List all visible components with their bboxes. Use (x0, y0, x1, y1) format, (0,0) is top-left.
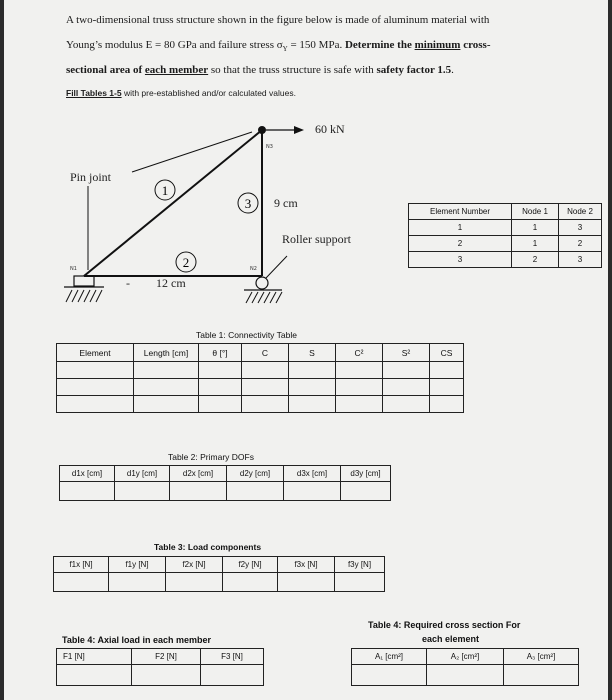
header-cell: f3y [N] (335, 557, 385, 573)
load-arrow-head (294, 126, 304, 134)
header-cell: d1x [cm] (60, 466, 115, 482)
input-cell[interactable] (199, 396, 242, 413)
pin-ground-hatch (66, 290, 102, 302)
input-cell[interactable] (289, 362, 336, 379)
input-cell[interactable] (57, 396, 134, 413)
roller-support-label: Roller support (282, 232, 351, 246)
table-cell: 2 (512, 252, 559, 268)
roller-support (256, 277, 268, 289)
input-cell[interactable] (57, 665, 132, 686)
table-4a (56, 648, 264, 686)
node-2-tag: N2 (250, 266, 257, 272)
input-cell[interactable] (132, 665, 201, 686)
input-cell[interactable] (57, 362, 134, 379)
table-cell: 3 (409, 252, 512, 268)
table-cell: 2 (559, 236, 602, 252)
table-2-title: Table 2: Primary DOFs (168, 452, 254, 462)
input-cell[interactable] (134, 396, 199, 413)
input-cell[interactable] (352, 665, 427, 686)
header-cell: Element Number (409, 204, 512, 220)
header-cell: F1 [N] (57, 649, 132, 665)
table-3 (53, 556, 385, 592)
input-cell[interactable] (170, 482, 227, 501)
input-cell[interactable] (201, 665, 264, 686)
header-cell: Node 1 (512, 204, 559, 220)
node-3-tag: N3 (266, 144, 273, 150)
element-node-header-row (409, 204, 602, 220)
roller-leader (266, 256, 287, 278)
input-cell[interactable] (289, 379, 336, 396)
header-cell: Node 2 (559, 204, 602, 220)
member-1-number: 1 (161, 183, 169, 198)
input-cell[interactable] (430, 396, 464, 413)
header-cell: C (242, 344, 289, 362)
table-4a-title: Table 4: Axial load in each member (62, 635, 212, 645)
table-4b-header-row (352, 649, 579, 665)
intro-line-1: A two-dimensional truss structure shown in the figure below is made of aluminum material with (66, 14, 490, 26)
table-1 (56, 343, 464, 413)
input-cell[interactable] (134, 379, 199, 396)
table-4b-title-line-2: each element (422, 634, 480, 644)
input-cell[interactable] (199, 379, 242, 396)
input-cell[interactable] (115, 482, 170, 501)
table-3-header-row (54, 557, 385, 573)
pin-support (74, 276, 94, 286)
header-cell: f1x [N] (54, 557, 109, 573)
header-cell: d2x [cm] (170, 466, 227, 482)
input-cell[interactable] (109, 573, 166, 592)
input-cell[interactable] (289, 396, 336, 413)
table-4a-header-row (57, 649, 264, 665)
input-cell[interactable] (199, 362, 242, 379)
input-cell[interactable] (430, 379, 464, 396)
input-cell[interactable] (504, 665, 579, 686)
element-node-table (408, 203, 602, 268)
table-row (409, 252, 602, 268)
width-label: 12 cm (156, 276, 186, 290)
header-cell: d1y [cm] (115, 466, 170, 482)
header-cell: θ [°] (199, 344, 242, 362)
header-cell: A₂ [cm²] (427, 649, 504, 665)
table-1-header-row (57, 344, 464, 362)
header-cell: f2x [N] (166, 557, 223, 573)
header-cell: f2y [N] (223, 557, 278, 573)
intro-line-4: Fill Tables 1-5 with pre-established and/or calculated values. (66, 88, 296, 98)
header-cell: A₁ [cm²] (352, 649, 427, 665)
pin-joint-label: Pin joint (70, 170, 112, 184)
table-row (57, 362, 464, 379)
input-cell[interactable] (242, 362, 289, 379)
height-label: 9 cm (274, 196, 298, 210)
header-cell: d3y [cm] (341, 466, 391, 482)
table-cell: 1 (512, 220, 559, 236)
table-row (409, 220, 602, 236)
roller-ground-hatch (246, 292, 282, 303)
table-cell: 3 (559, 252, 602, 268)
input-cell[interactable] (383, 396, 430, 413)
table-cell: 1 (409, 220, 512, 236)
table-cell: 3 (559, 220, 602, 236)
input-cell[interactable] (336, 379, 383, 396)
intro-line-3: sectional area of each member so that the truss structure is safe with safety factor 1.5. (66, 64, 454, 76)
input-cell[interactable] (341, 482, 391, 501)
header-cell: Element (57, 344, 134, 362)
input-cell[interactable] (383, 379, 430, 396)
header-cell: C² (336, 344, 383, 362)
table-row (57, 379, 464, 396)
input-cell[interactable] (166, 573, 223, 592)
input-cell[interactable] (336, 362, 383, 379)
table-cell: 1 (512, 236, 559, 252)
input-cell[interactable] (284, 482, 341, 501)
table-row (409, 236, 602, 252)
input-cell[interactable] (430, 362, 464, 379)
table-2-header-row (60, 466, 391, 482)
header-cell: f1y [N] (109, 557, 166, 573)
input-cell[interactable] (335, 573, 385, 592)
header-cell: f3x [N] (278, 557, 335, 573)
table-4b-title-line-1: Table 4: Required cross section For (368, 620, 521, 630)
node-3-dot (258, 126, 266, 134)
member-2-number: 2 (182, 255, 190, 270)
table-row (54, 573, 385, 592)
input-cell[interactable] (278, 573, 335, 592)
header-cell: A₃ [cm²] (504, 649, 579, 665)
table-3-title: Table 3: Load components (154, 542, 262, 552)
table-row (57, 396, 464, 413)
node-1-tag: N1 (70, 266, 77, 272)
input-cell[interactable] (242, 396, 289, 413)
table-row (352, 665, 579, 686)
member-1-line (84, 130, 262, 276)
header-cell: F3 [N] (201, 649, 264, 665)
header-cell: S (289, 344, 336, 362)
intro-line-2: Young’s modulus E = 80 GPa and failure stress $\sigma_Y = 150$ MPa. Determine the minimum cross- (66, 39, 491, 54)
header-cell: d3x [cm] (284, 466, 341, 482)
table-row (57, 665, 264, 686)
input-cell[interactable] (227, 482, 284, 501)
input-cell[interactable] (242, 379, 289, 396)
input-cell[interactable] (57, 379, 134, 396)
input-cell[interactable] (134, 362, 199, 379)
load-label: 60 kN (315, 122, 345, 136)
dimension-dash: - (126, 276, 130, 290)
input-cell[interactable] (60, 482, 115, 501)
input-cell[interactable] (54, 573, 109, 592)
header-cell: F2 [N] (132, 649, 201, 665)
input-cell[interactable] (427, 665, 504, 686)
table-2 (59, 465, 391, 501)
truss-figure (4, 0, 608, 320)
input-cell[interactable] (383, 362, 430, 379)
table-row (60, 482, 391, 501)
input-cell[interactable] (223, 573, 278, 592)
header-cell: S² (383, 344, 430, 362)
header-cell: CS (430, 344, 464, 362)
table-cell: 2 (409, 236, 512, 252)
worksheet (4, 0, 608, 700)
table-1-title: Table 1: Connectivity Table (196, 330, 297, 340)
input-cell[interactable] (336, 396, 383, 413)
member-3-number: 3 (244, 196, 252, 211)
header-cell: d2y [cm] (227, 466, 284, 482)
table-4b (351, 648, 579, 686)
header-cell: Length [cm] (134, 344, 199, 362)
